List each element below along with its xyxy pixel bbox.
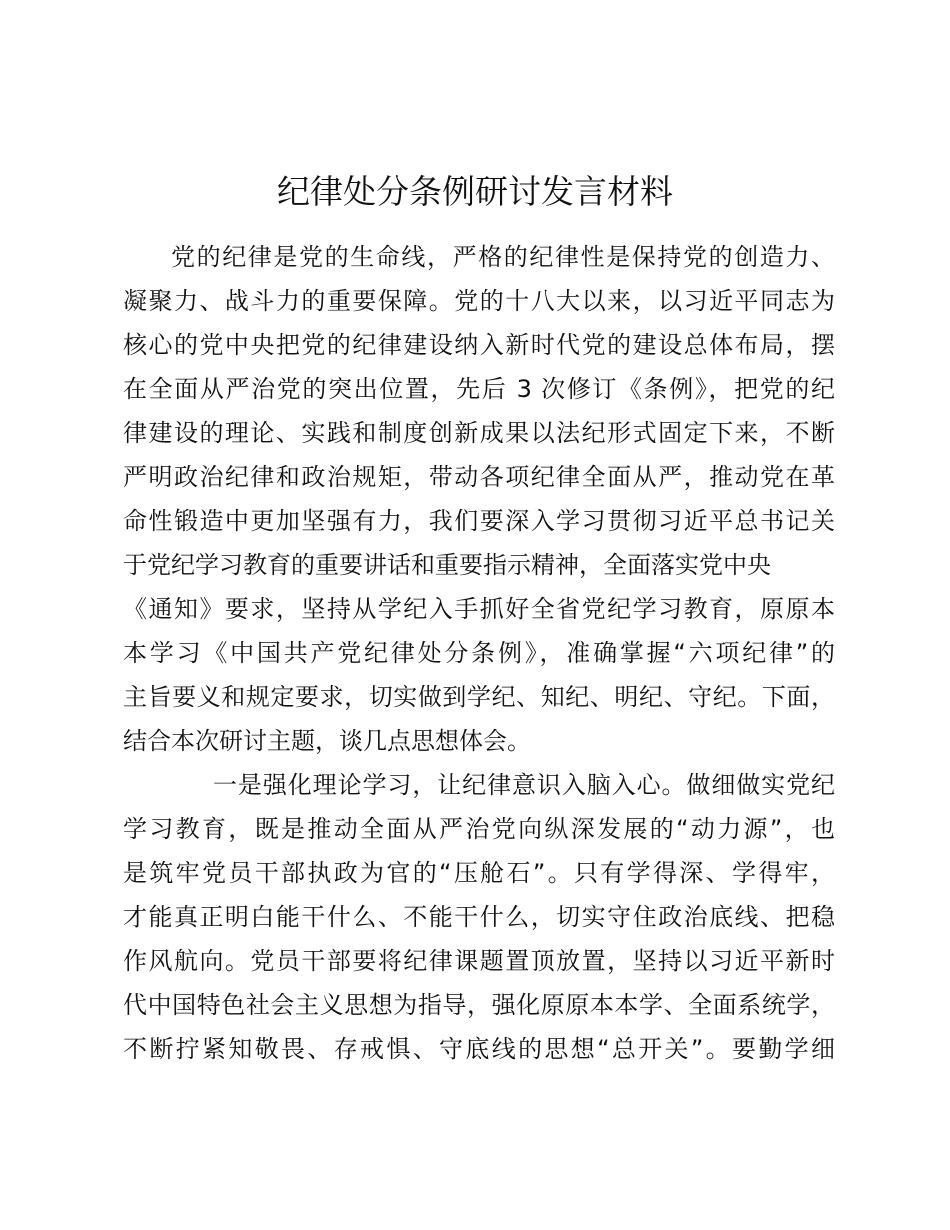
document-body [123,235,835,1071]
document-title: 纪律处分条例研讨发言材料 [277,172,673,211]
paragraph-line: 核心的党中央把党的纪律建设纳入新时代党的建设总体布局，摆 [123,331,835,359]
paragraph-line: 律建设的理论、实践和制度创新成果以法纪形式固定下来，不断 [123,419,835,447]
paragraph-line: 结合本次研讨主题，谈几点思想体会。 [123,727,531,755]
paragraph-line: 于党纪学习教育的重要讲话和重要指示精神，全面落实党中央 [123,551,771,579]
paragraph-line: 严明政治纪律和政治规矩，带动各项纪律全面从严，推动党在革 [123,463,835,491]
paragraph-line: 学习教育，既是推动全面从严治党向纵深发展的“动力源”，也 [123,815,835,843]
paragraph-line: 是筑牢党员干部执政为官的“压舱石”。只有学得深、学得牢， [123,859,835,887]
paragraph-line: 在全面从严治党的突出位置，先后 3 次修订《条例》，把党的纪 [123,375,835,403]
paragraph-line: 不断拧紧知敬畏、存戒惧、守底线的思想“总开关”。要勤学细 [123,1035,835,1063]
paragraph-line: 主旨要义和规定要求，切实做到学纪、知纪、明纪、守纪。下面， [123,683,835,711]
paragraph-2 [123,763,835,1071]
paragraph-line: 本学习《中国共产党纪律处分条例》，准确掌握“六项纪律”的 [123,639,835,667]
paragraph-line: 作风航向。党员干部要将纪律课题置顶放置，坚持以习近平新时 [123,947,835,975]
paragraph-line: 命性锻造中更加坚强有力，我们要深入学习贯彻习近平总书记关 [123,507,835,535]
paragraph-line: 《通知》要求，坚持从学纪入手抓好全省党纪学习教育，原原本 [123,595,835,623]
paragraph-line: 才能真正明白能干什么、不能干什么，切实守住政治底线、把稳 [123,903,835,931]
paragraph-line: 凝聚力、战斗力的重要保障。党的十八大以来，以习近平同志为 [123,287,835,315]
paragraph-line: 代中国特色社会主义思想为指导，强化原原本本学、全面系统学， [123,991,835,1019]
paragraph-line: 一是强化理论学习，让纪律意识入脑入心。做细做实党纪 [213,771,835,799]
paragraph-1 [123,235,835,763]
paragraph-line: 党的纪律是党的生命线，严格的纪律性是保持党的创造力、 [171,243,835,271]
